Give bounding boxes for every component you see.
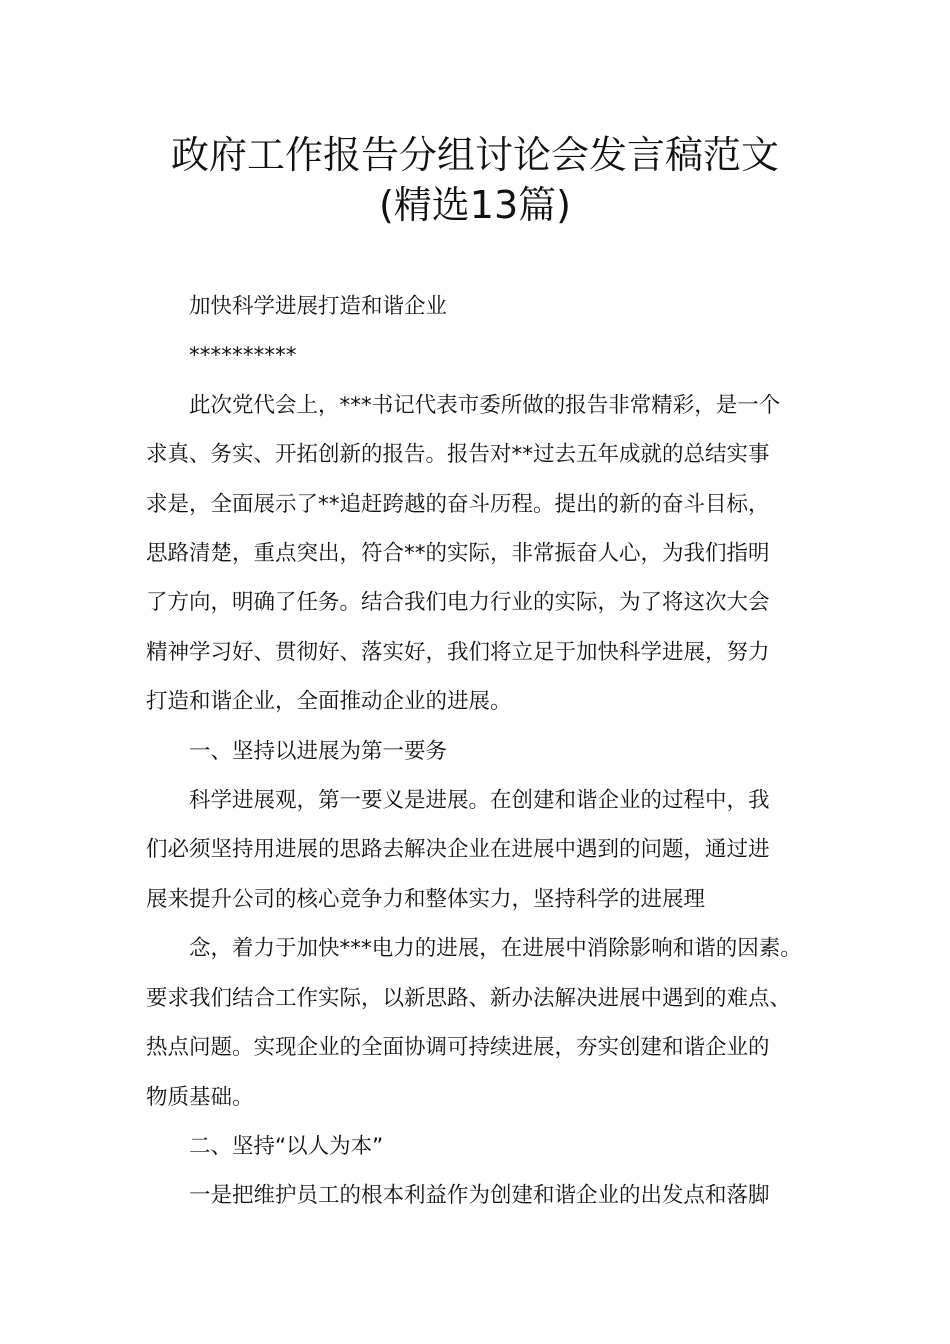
body-line: 展来提升公司的核心竞争力和整体实力，坚持科学的进展理 — [146, 886, 706, 912]
body-line: 物质基础。 — [146, 1084, 254, 1110]
body-line: 此次党代会上，***书记代表市委所做的报告非常精彩，是一个 — [189, 392, 781, 418]
body-line: 求真、务实、开拓创新的报告。报告对**过去五年成就的总结实事 — [146, 442, 770, 468]
body-line: 求是，全面展示了**追赶跨越的奋斗历程。提出的新的奋斗目标， — [146, 491, 770, 517]
body-line: 打造和谐企业，全面推动企业的进展。 — [146, 689, 512, 715]
body-line: 念，着力于加快***电力的进展，在进展中消除影响和谐的因素。 — [189, 936, 802, 962]
body-line: 科学进展观，第一要义是进展。在创建和谐企业的过程中，我 — [189, 788, 770, 814]
body-line: 们必须坚持用进展的思路去解决企业在进展中遇到的问题，通过进 — [146, 837, 770, 863]
document-title: 政府工作报告分组讨论会发言稿范文 — [170, 133, 779, 177]
author-line: ********** — [189, 343, 297, 369]
body-line: 了方向，明确了任务。结合我们电力行业的实际，为了将这次大会 — [146, 590, 770, 616]
body-line: 一是把维护员工的根本利益作为创建和谐企业的出发点和落脚 — [189, 1183, 770, 1209]
body-line: 热点问题。实现企业的全面协调可持续进展，夯实创建和谐企业的 — [146, 1035, 770, 1061]
section-heading: 一、坚持以进展为第一要务 — [189, 738, 448, 764]
document-subtitle: (精选13篇) — [378, 183, 571, 227]
body-line: 要求我们结合工作实际，以新思路、新办法解决进展中遇到的难点、 — [146, 985, 792, 1011]
section-heading: 加快科学进展打造和谐企业 — [189, 294, 448, 319]
section-heading: 二、坚持“以人为本” — [189, 1133, 384, 1159]
body-line: 精神学习好、贯彻好、落实好，我们将立足于加快科学进展，努力 — [146, 639, 770, 665]
body-line: 思路清楚，重点突出，符合**的实际，非常振奋人心，为我们指明 — [146, 541, 770, 567]
document-body — [146, 282, 826, 1221]
